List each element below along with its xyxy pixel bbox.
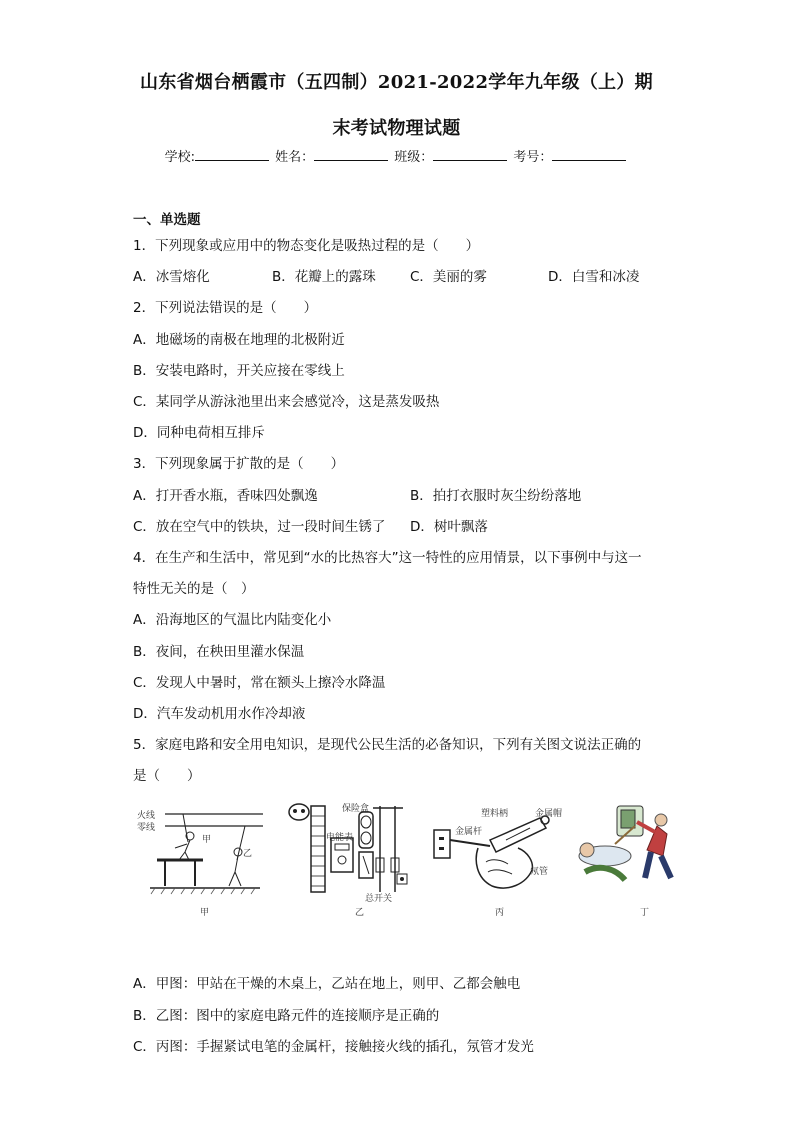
question-3-option-a: A．打开香水瓶，香味四处飘逸 [133, 488, 318, 504]
meter-label: 电能表 [326, 833, 354, 843]
question-3-option-b: B．拍打衣服时灰尘纷纷落地 [410, 488, 582, 504]
question-4-option-c: C．发现人中暑时，常在额头上擦冷水降温 [133, 675, 386, 691]
class-label: 班级： [394, 150, 434, 165]
question-2-option-d: D．同种电荷相互排斥 [133, 425, 265, 441]
hand [476, 848, 532, 888]
socket [434, 830, 450, 858]
figure-bing-caption: 丙 [495, 908, 505, 918]
neon-tube-label: 氖管 [530, 867, 549, 877]
section-heading: 一、单选题 [133, 212, 201, 228]
school-blank [195, 148, 269, 161]
metal-cap-label: 金属帽 [535, 809, 563, 819]
electric-meter [331, 838, 353, 872]
question-4-option-d: D．汽车发动机用水作冷却液 [133, 706, 306, 722]
neutral-wire-label: 零线 [137, 823, 156, 833]
question-3-stem: 3．下列现象属于扩散的是（ ） [133, 456, 345, 472]
question-1-option-a: A．冰雪熔化 [133, 269, 210, 285]
person-yi-label: 乙 [243, 849, 253, 859]
class-blank [433, 148, 507, 161]
question-4-option-a: A．沿海地区的气温比内陆变化小 [133, 612, 332, 628]
question-5-option-a: A．甲图：甲站在干燥的木桌上，乙站在地上，则甲、乙都会触电 [133, 976, 521, 992]
plastic-handle-label: 塑料柄 [481, 809, 509, 819]
figure-jia-caption: 甲 [200, 908, 210, 918]
question-4-stem-line1: 4．在生产和生活中，常见到“水的比热容大”这一特性的应用情景，以下事例中与这一 [133, 550, 642, 566]
question-2-option-b: B．安装电路时，开关应接在零线上 [133, 363, 345, 379]
question-3-option-c: C．放在空气中的铁块，过一段时间生锈了 [133, 519, 386, 535]
name-label: 姓名： [275, 150, 315, 165]
page-title-line2: 末考试物理试题 [332, 118, 461, 139]
fuse-box-label: 保险盒 [342, 804, 370, 814]
test-pen [490, 818, 546, 852]
main-switch-label: 总开关 [365, 894, 393, 904]
question-5-stem-line1: 5．家庭电路和安全用电知识，是现代公民生活的必备知识，下列有关图文说法正确的 [133, 737, 642, 753]
question-5-stem-line2: 是（ ） [133, 768, 201, 784]
number-blank [552, 148, 626, 161]
question-5-option-c: C．丙图：手握紧试电笔的金属杆，接触接火线的插孔，氖管才发光 [133, 1039, 534, 1055]
question-2-stem: 2．下列说法错误的是（ ） [133, 300, 318, 316]
student-info-row [0, 146, 793, 165]
fuse-box [359, 812, 373, 848]
page-title-line1: 山东省烟台栖霞市（五四制）2021-2022学年九年级（上）期 [140, 72, 653, 93]
question-1-option-b: B．花瓣上的露珠 [272, 269, 376, 285]
name-blank [314, 148, 388, 161]
figure-ding [575, 800, 685, 900]
question-1-option-c: C．美丽的雾 [410, 269, 487, 285]
metal-rod-label: 金属杆 [455, 827, 483, 837]
school-label: 学校: [164, 150, 195, 165]
fire-wire-label: 火线 [137, 811, 156, 821]
metal-rod [450, 840, 490, 846]
question-1-option-d: D．白雪和冰凌 [548, 269, 640, 285]
question-4-option-b: B．夜间，在秧田里灌水保温 [133, 644, 305, 660]
number-label: 考号： [513, 150, 553, 165]
question-2-option-c: C．某同学从游泳池里出来会感觉冷，这是蒸发吸热 [133, 394, 440, 410]
question-2-option-a: A．地磁场的南极在地理的北极附近 [133, 332, 345, 348]
person-jia-label: 甲 [202, 835, 212, 845]
question-3-option-d: D．树叶飘落 [410, 519, 488, 535]
question-4-stem-line2: 特性无关的是（ ） [133, 581, 255, 597]
question-5-option-b: B．乙图：图中的家庭电路元件的连接顺序是正确的 [133, 1008, 440, 1024]
figure-ding-caption: 丁 [640, 908, 650, 918]
question-1-stem: 1．下列现象或应用中的物态变化是吸热过程的是（ ） [133, 238, 480, 254]
rescuer [655, 814, 667, 826]
figure-yi-caption: 乙 [355, 908, 365, 918]
